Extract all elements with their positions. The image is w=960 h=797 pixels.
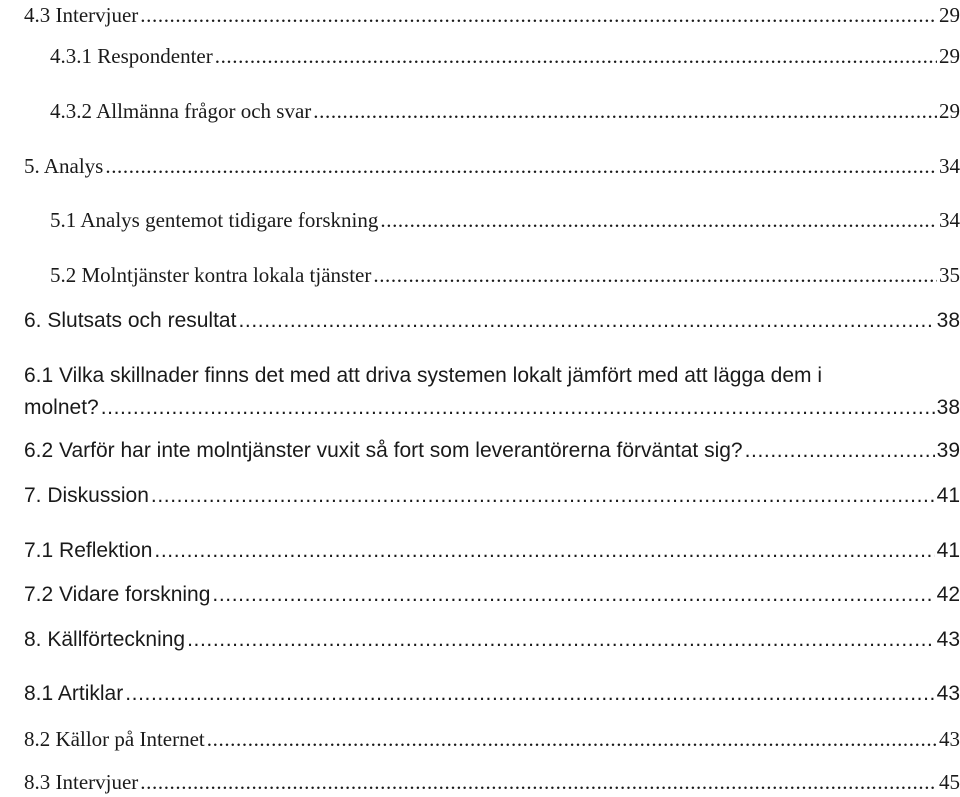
toc-entry-title: 4.3.2 Allmänna frågor och svar [50,99,312,123]
toc-entry-page: 29 [939,99,960,123]
toc-entry[interactable] [0,393,960,423]
toc-entry-title: 5.1 Analys gentemot tidigare forskning [50,208,379,232]
toc-entry-page: 41 [936,539,960,562]
dot-leader [105,151,937,181]
dot-leader [154,536,934,566]
dot-leader [125,679,934,709]
toc-entry[interactable] [0,205,960,235]
dot-leader [373,260,937,290]
toc-entry-title: 4.3.1 Respondenter [50,44,213,68]
toc-entry-page: 43 [936,682,960,705]
toc-entry-title: 8.2 Källor på Internet [24,727,205,751]
toc-entry[interactable] [0,625,960,655]
toc-entry-page: 41 [936,484,960,507]
toc-entry-title: 6. Slutsats och resultat [24,309,237,332]
toc-entry-page: 29 [939,44,960,68]
toc-entry-title: 6.2 Varför har inte molntjänster vuxit så fort som leverantörerna förväntat sig? [24,439,743,462]
toc-entry-title: 7. Diskussion [24,484,149,507]
toc-entry-page: 45 [939,770,960,794]
dot-leader [380,205,937,235]
toc-entry-title: 8.1 Artiklar [24,682,124,705]
toc-entry[interactable] [0,151,960,181]
dot-leader [140,0,937,30]
toc-entry[interactable] [0,96,960,126]
toc-entry[interactable] [0,767,960,797]
dot-leader [151,481,935,511]
toc-entry[interactable] [0,580,960,610]
toc-entry[interactable] [0,436,960,466]
toc-entry-page: 38 [936,396,960,419]
toc-entry-page: 35 [939,263,960,287]
toc-entry[interactable] [0,481,960,511]
dot-leader [140,767,937,797]
dot-leader [101,393,935,423]
dot-leader [212,580,934,610]
toc-entry-title: 8.3 Intervjuer [24,770,139,794]
toc-entry-page: 42 [936,583,960,606]
dot-leader [745,436,935,466]
dot-leader [207,724,937,754]
toc-entry-title: molnet? [24,396,99,419]
toc-entry[interactable] [0,536,960,566]
toc-entry-page: 29 [939,3,960,27]
toc-entry-page: 43 [936,628,960,651]
dot-leader [313,96,937,126]
toc-entry[interactable] [0,0,960,30]
toc-entry-page: 43 [939,727,960,751]
toc-entry[interactable] [0,260,960,290]
toc-entry-page: 34 [939,208,960,232]
toc-entry-title: 7.2 Vidare forskning [24,583,211,606]
toc-entry-title: 7.1 Reflektion [24,539,153,562]
toc-entry-title: 5. Analys [24,154,104,178]
toc-entry-page: 38 [936,309,960,332]
toc-entry[interactable] [0,679,960,709]
toc-entry-page: 39 [936,439,960,462]
toc-entry[interactable] [0,41,960,71]
dot-leader [215,41,937,71]
toc-entry-title: 4.3 Intervjuer [24,3,139,27]
dot-leader [187,625,935,655]
toc-entry-title: 8. Källförteckning [24,628,186,651]
toc-entry[interactable] [0,306,960,336]
toc-entry-title-line1[interactable]: 6.1 Vilka skillnader finns det med att driva systemen lokalt jämfört med att lägga dem i [24,364,822,387]
toc-entry-page: 34 [939,154,960,178]
toc-entry[interactable] [0,724,960,754]
toc-entry-title: 5.2 Molntjänster kontra lokala tjänster [50,263,372,287]
dot-leader [238,306,934,336]
